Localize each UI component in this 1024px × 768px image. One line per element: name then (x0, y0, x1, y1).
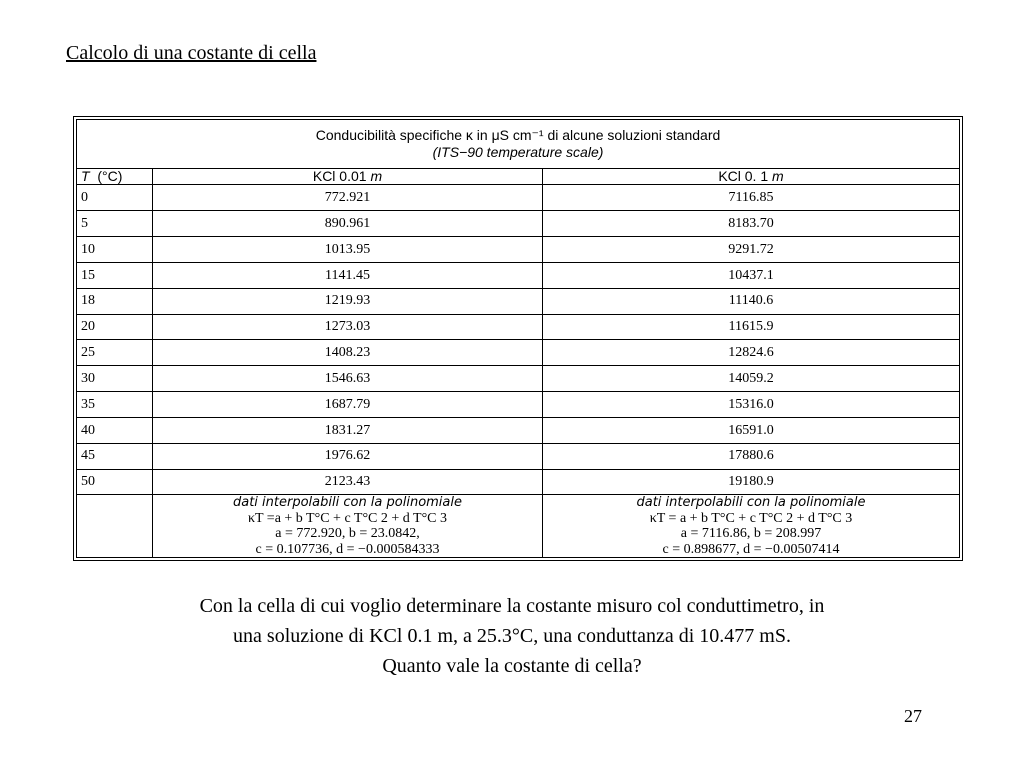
header-kcl-001: KCl 0.01 m (153, 169, 543, 185)
table-title (77, 120, 960, 169)
temperature-cell: 20 (77, 314, 153, 340)
kcl-01-cell: 17880.6 (543, 443, 960, 469)
kcl-001-cell: 1408.23 (153, 340, 543, 366)
table-row (77, 392, 960, 418)
question-line-3: Quanto vale la costante di cella? (382, 655, 642, 677)
table-body (77, 185, 960, 495)
note-kcl-001-cd: c = 0.107736, d = −0.000584333 (255, 541, 440, 557)
table-row (77, 288, 960, 314)
temperature-cell: 50 (77, 469, 153, 495)
kcl-01-cell: 11615.9 (543, 314, 960, 340)
temperature-cell: 15 (77, 262, 153, 288)
table-row (77, 366, 960, 392)
kcl-01-cell: 8183.70 (543, 211, 960, 237)
kcl-001-cell: 1273.03 (153, 314, 543, 340)
notes-empty-cell (77, 495, 153, 558)
kcl-001-cell: 890.961 (153, 211, 543, 237)
table-title-line1: Conducibilità specifiche κ in μS cm⁻¹ di alcune soluzioni standard (315, 126, 721, 143)
table-row (77, 185, 960, 211)
kcl-001-cell: 2123.43 (153, 469, 543, 495)
kcl-01-cell: 15316.0 (543, 392, 960, 418)
note-kcl-001-formula: κT =a + b T°C + c T°C 2 + d T°C 3 (247, 510, 448, 526)
kcl-001-cell: 1013.95 (153, 237, 543, 263)
header-temperature: T (°C) (77, 169, 153, 185)
temperature-cell: 35 (77, 392, 153, 418)
table-title-line2: (ITS−90 temperature scale) (432, 144, 604, 160)
temperature-cell: 5 (77, 211, 153, 237)
temperature-cell: 45 (77, 443, 153, 469)
conductivity-table-frame (73, 116, 963, 561)
table-row (77, 314, 960, 340)
temperature-cell: 25 (77, 340, 153, 366)
table-row (77, 211, 960, 237)
kcl-01-cell: 11140.6 (543, 288, 960, 314)
note-kcl-01-ab: a = 7116.86, b = 208.997 (680, 526, 822, 542)
kcl-001-cell: 1976.62 (153, 443, 543, 469)
notes-row (77, 495, 960, 558)
temperature-cell: 30 (77, 366, 153, 392)
note-kcl-001 (153, 495, 543, 558)
temperature-cell: 40 (77, 417, 153, 443)
kcl-01-cell: 10437.1 (543, 262, 960, 288)
table-row (77, 262, 960, 288)
table-row (77, 340, 960, 366)
kcl-001-cell: 1546.63 (153, 366, 543, 392)
question-line-2: una soluzione di KCl 0.1 m, a 25.3°C, una conduttanza di 10.477 mS. (233, 625, 791, 647)
kcl-01-cell: 16591.0 (543, 417, 960, 443)
table-row (77, 443, 960, 469)
kcl-001-cell: 1141.45 (153, 262, 543, 288)
note-kcl-01-heading: dati interpolabili con la polinomiale (636, 495, 866, 511)
kcl-001-cell: 1831.27 (153, 417, 543, 443)
note-kcl-01-formula: κT = a + b T°C + c T°C 2 + d T°C 3 (649, 510, 853, 526)
kcl-01-cell: 9291.72 (543, 237, 960, 263)
page-number: 27 (904, 706, 922, 726)
temperature-cell: 18 (77, 288, 153, 314)
kcl-01-cell: 12824.6 (543, 340, 960, 366)
note-kcl-001-heading: dati interpolabili con la polinomiale (232, 495, 462, 511)
kcl-001-cell: 1219.93 (153, 288, 543, 314)
kcl-01-cell: 19180.9 (543, 469, 960, 495)
conductivity-table (76, 119, 960, 558)
kcl-001-cell: 1687.79 (153, 392, 543, 418)
note-kcl-01-cd: c = 0.898677, d = −0.00507414 (662, 541, 840, 557)
table-row (77, 417, 960, 443)
kcl-01-cell: 7116.85 (543, 185, 960, 211)
note-kcl-01 (543, 495, 960, 558)
table-row (77, 237, 960, 263)
question-text (90, 591, 934, 681)
header-kcl-01: KCl 0. 1 m (543, 169, 960, 185)
note-kcl-001-ab: a = 772.920, b = 23.0842, (275, 526, 420, 542)
table-row (77, 469, 960, 495)
kcl-001-cell: 772.921 (153, 185, 543, 211)
kcl-01-cell: 14059.2 (543, 366, 960, 392)
temperature-cell: 10 (77, 237, 153, 263)
question-line-1: Con la cella di cui voglio determinare la costante misuro col conduttimetro, in (199, 595, 825, 617)
slide-title: Calcolo di una costante di cella (66, 42, 317, 64)
temperature-cell: 0 (77, 185, 153, 211)
